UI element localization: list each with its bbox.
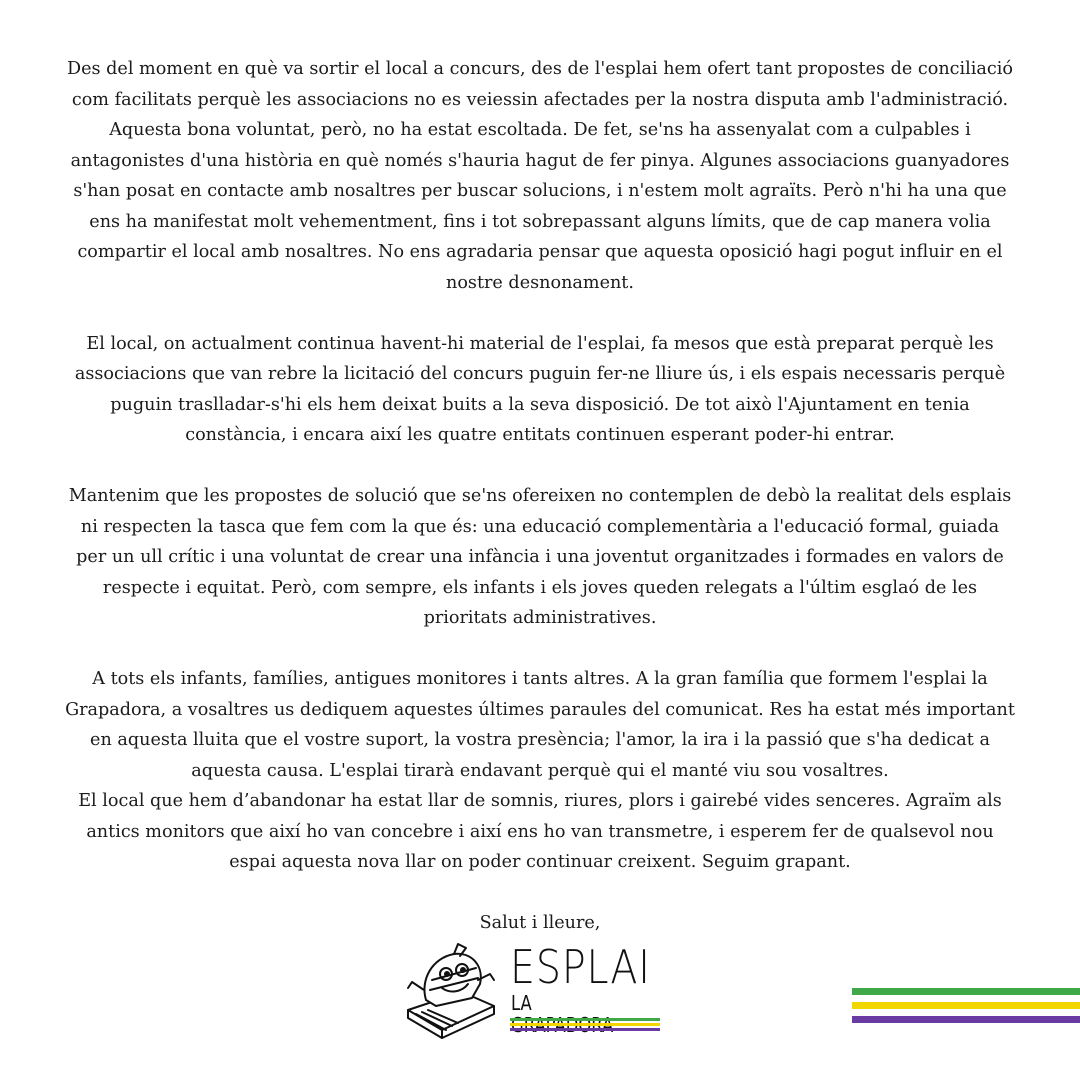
- esplai-logo: [402, 940, 664, 1040]
- statement-body: [64, 54, 1016, 969]
- stripe-purple: [852, 1016, 1080, 1023]
- logo-wordmark-esplai: ESPLAI: [510, 940, 651, 994]
- logo-stripe-yellow: [510, 1023, 660, 1026]
- logo-wordmark-la-grapadora: LA: [511, 991, 532, 1015]
- paragraph-3: Mantenim que les propostes de solució que se'ns ofereixen no contemplen de debò la realitat dels esplais ni respecten la tasca que fem com la que és: una educació complementària a l'educació formal, guiada per un ull crític i una voluntat de crear una infància i una joventut organitzades i formades en valors de respecte i equitat. Però, com sempre, els infants i els joves queden relegats a l'últim esglaó de les prioritats administratives.: [68, 486, 1012, 628]
- paragraph-4: A tots els infants, famílies, antigues monitores i tants altres. A la gran família que formem l'esplai la Grapadora, a vosaltres us dediquem aquestes últimes paraules del comunicat. Res ha estat més important en aquesta lluita que el vostre suport, la vostra presència; l'amor, la ira i la passió que s'ha dedicat a aquesta causa. L'esplai tirarà endavant perquè qui el manté viu sou vosaltres.: [65, 669, 1015, 781]
- logo-stripe-purple: [510, 1028, 660, 1031]
- logo-stripe-green: [510, 1018, 660, 1021]
- stapler-mascot-icon: [402, 940, 498, 1040]
- logo-color-stripes: [510, 1018, 660, 1033]
- closing-salutation: Salut i lleure,: [479, 913, 601, 933]
- corner-color-stripes: [852, 988, 1080, 1030]
- paragraph-2: El local, on actualment continua havent-hi material de l'esplai, fa mesos que està preparat perquè les associacions que van rebre la licitació del concurs puguin fer-ne lliure ús, i els espais necessaris perquè puguin traslladar-s'hi els hem deixat buits a la seva disposició. De tot això l'Ajuntament en tenia constància, i encara així les quatre entitats continuen esperant poder-hi entrar.: [74, 333, 1006, 445]
- stripe-green: [852, 988, 1080, 995]
- stripe-yellow: [852, 1002, 1080, 1009]
- paragraph-1: Des del moment en què va sortir el local a concurs, des de l'esplai hem ofert tant propostes de conciliació com facilitats perquè les associacions no es veiessin afectades per la nostra disputa amb l'administració. Aquesta bona voluntat, però, no ha estat escoltada. De fet, se'ns ha assenyalat com a culpables i antagonistes d'una història en què només s'hauria hagut de fer pinya. Algunes associacions guanyadores s'han posat en contacte amb nosaltres per buscar solucions, i n'estem molt agraïts. Però n'hi ha una que ens ha manifestat molt vehementment, fins i tot sobrepassant alguns límits, que de cap manera volia compartir el local amb nosaltres. No ens agradaria pensar que aquesta oposició hagi pogut influir en el nostre desnonament.: [67, 59, 1013, 293]
- paragraph-5: El local que hem d’abandonar ha estat llar de somnis, riures, plors i gairebé vides senceres. Agraïm als antics monitors que així ho van concebre i així ens ho van transmetre, i esperem fer de qualsevol nou espai aquesta nova llar on poder continuar creixent. Seguim grapant.: [78, 791, 1002, 872]
